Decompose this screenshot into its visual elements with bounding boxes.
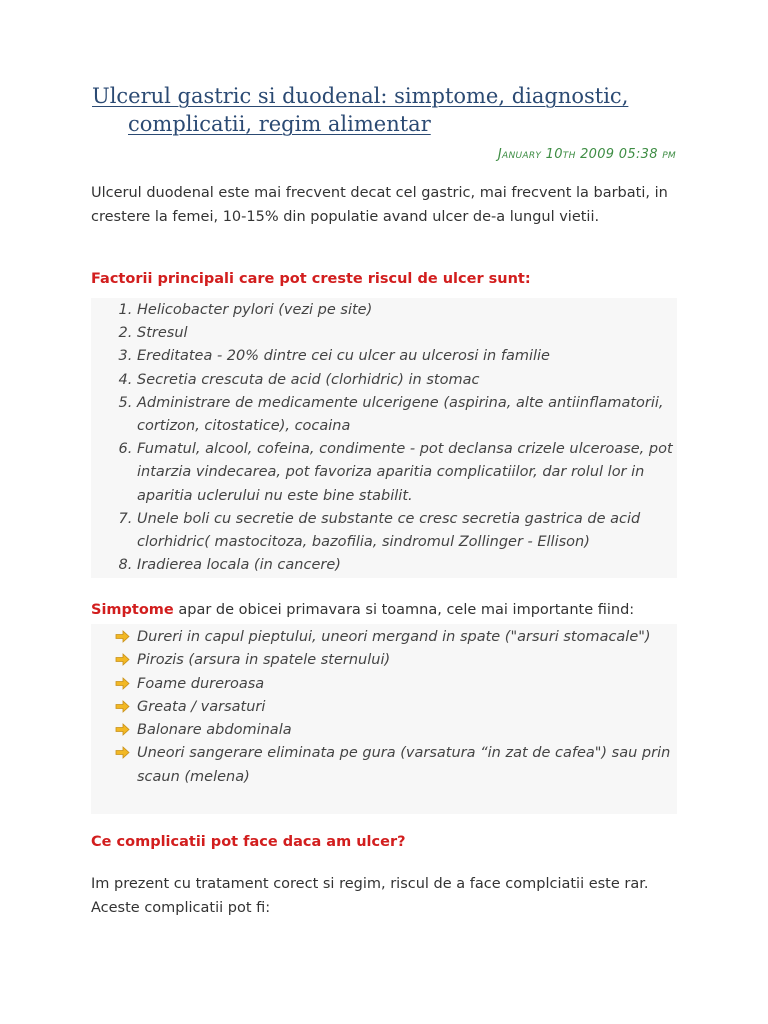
symptoms-intro-text: apar de obicei primavara si toamna, cele mai importante fiind: — [173, 602, 635, 618]
symptoms-intro — [91, 598, 691, 622]
list-item: 3. Ereditatea - 20% dintre cei cu ulcer au ulcerosi in familie — [137, 345, 677, 368]
risk-factors-box — [91, 298, 677, 578]
symptoms-box — [91, 624, 677, 814]
complications-heading: Ce complicatii pot face daca am ulcer? — [91, 834, 406, 850]
list-item: Greata / varsaturi — [115, 696, 677, 719]
arrow-right-icon — [115, 630, 130, 643]
list-item: 8. Iradierea locala (in cancere) — [137, 554, 677, 577]
list-item: 7. Unele boli cu secretie de substante ce cresc secretia gastrica de acid clorhidric( mastocitoza, bazofilia, sindromul Zollinger - Ellison) — [137, 508, 677, 554]
arrow-right-icon — [115, 746, 130, 759]
symptoms-label: Simptome — [91, 602, 174, 618]
list-item: Dureri in capul pieptului, uneori mergand in spate ("arsuri stomacale") — [115, 626, 677, 649]
risk-factors-heading: Factorii principali care pot creste riscul de ulcer sunt: — [91, 271, 531, 287]
risk-factors-list — [91, 298, 677, 577]
list-item: 4. Secretia crescuta de acid (clorhidric) in stomac — [137, 369, 677, 392]
list-item: 2. Stresul — [137, 322, 677, 345]
list-item: Pirozis (arsura in spatele sternului) — [115, 649, 677, 672]
arrow-right-icon — [115, 677, 130, 690]
list-item: 1. Helicobacter pylori (vezi pe site) — [137, 299, 677, 322]
title-line-1: Ulcerul gastric si duodenal: simptome, diagnostic, — [92, 84, 629, 108]
arrow-right-icon — [115, 700, 130, 713]
article-title[interactable] — [92, 82, 692, 138]
list-item: Uneori sangerare eliminata pe gura (varsatura “in zat de cafea") sau prin scaun (melena) — [115, 742, 677, 789]
arrow-right-icon — [115, 723, 130, 736]
arrow-right-icon — [115, 653, 130, 666]
symptoms-list — [91, 624, 677, 789]
list-item: 5. Administrare de medicamente ulcerigene (aspirina, alte antiinflamatorii, cortizon, citostatice), cocaina — [137, 392, 677, 438]
complications-paragraph: Im prezent cu tratament corect si regim, riscul de a face complciatii este rar. Aceste complicatii pot fi: — [91, 876, 649, 916]
list-item: 6. Fumatul, alcool, cofeina, condimente - pot declansa crizele ulceroase, pot intarzia vindecarea, pot favoriza aparitia complicatiilor, dar rolul lor in aparitia uclerului nu este bine stabilit. — [137, 438, 677, 508]
title-line-2: complicatii, regim alimentar — [128, 112, 431, 136]
post-date: January 10th 2009 05:38 pm — [497, 147, 676, 162]
list-item: Foame dureroasa — [115, 673, 677, 696]
list-item: Balonare abdominala — [115, 719, 677, 742]
intro-paragraph: Ulcerul duodenal este mai frecvent decat cel gastric, mai frecvent la barbati, in crestere la femei, 10-15% din populatie avand ulcer de-a lungul vietii. — [91, 185, 668, 225]
